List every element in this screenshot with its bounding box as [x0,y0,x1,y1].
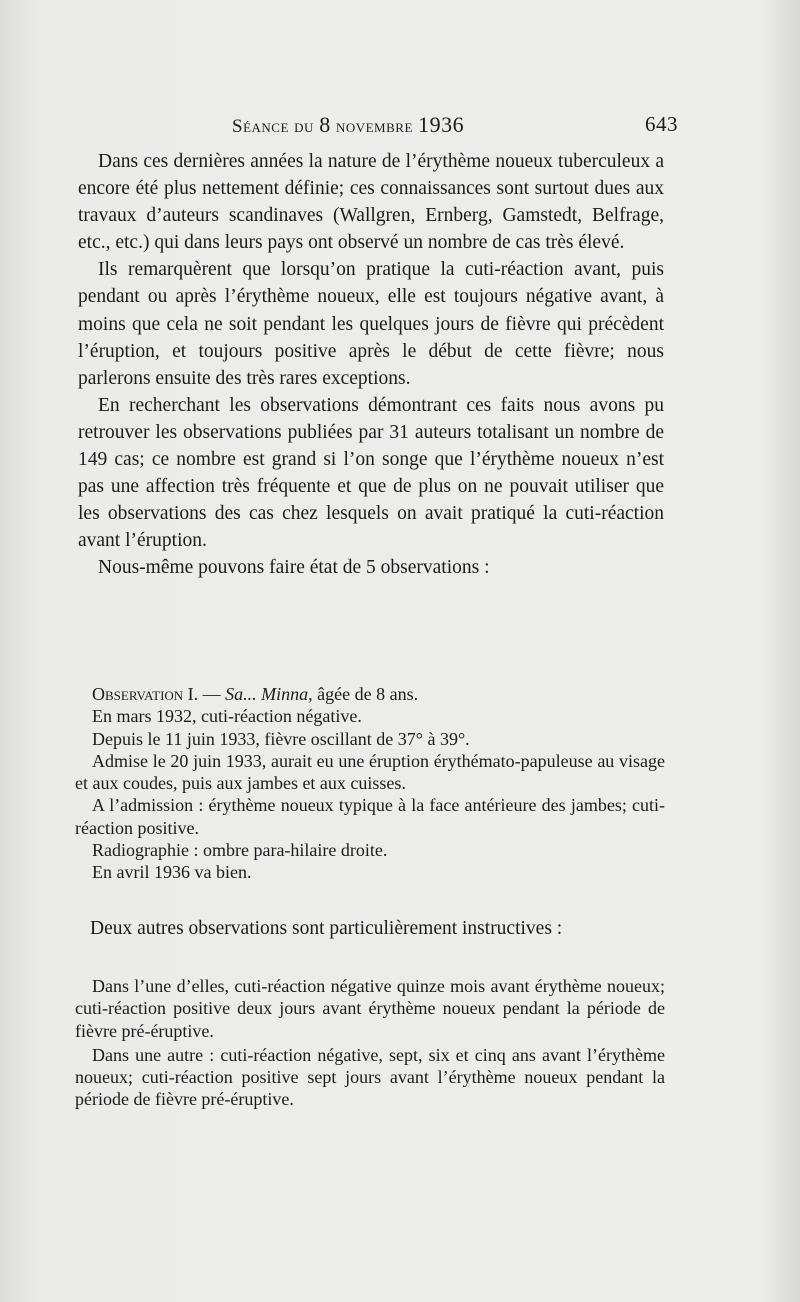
page-number: 643 [645,112,678,136]
observation-block [75,683,665,884]
observation-age: âgée de 8 ans. [317,684,419,704]
header-title-prefix: Séance du [232,116,314,137]
paragraph: Dans ces dernières années la nature de l’érythème noueux tuberculeux a encore été plus nettement définie; ces connaissances sont surtout dues aux travaux d’auteurs scandinaves (Wallgren, Ernberg, Gamstedt, Belfrage, etc., etc.) qui dans leurs pays ont observé un nombre de cas très élevé. [78,151,664,254]
paragraph: Nous-même pouvons faire état de 5 observations : [98,557,490,579]
header-title-number: 8 [319,112,331,137]
case-paragraph: Dans l’une d’elles, cuti-réaction négative quinze mois avant érythème noueux; cuti-réaction positive deux jours avant érythème noueux pendant la période de fièvre pré-éruptive. [75,976,665,1041]
observation-heading [75,683,665,705]
observation-label: Observation I. [92,684,199,704]
transition-sentence: Deux autres observations sont particulièrement instructives : [90,918,563,939]
observation-line: Radiographie : ombre para-hilaire droite. [92,840,388,861]
observation-dash: — [202,684,221,704]
header-title-year: 1936 [418,112,465,137]
observation-line: A l’admission : érythème noueux typique à la face antérieure des jambes; cuti-réaction positive. [75,795,665,838]
paragraph: Ils remarquèrent que lorsqu’on pratique la cuti-réaction avant, puis pendant ou après l’érythème noueux, elle est toujours négative avant, à moins que cela ne soit pendant les quelques jours de fièvre qui précèdent l’éruption, et toujours positive après le début de cette fièvre; nous parlerons ensuite des très rares exceptions. [78,259,664,389]
cases-block [75,975,665,1111]
observation-line: Admise le 20 juin 1933, aurait eu une éruption érythémato-papuleuse au visage et aux coudes, puis aux jambes et aux cuisses. [75,750,665,794]
main-text [78,148,664,582]
case-paragraph: Dans une autre : cuti-réaction négative, sept, six et cinq ans avant l’érythème noueux; cuti-réaction positive sept jours avant l’érythème noueux pendant la période de fièvre pré-éruptive. [75,1044,665,1110]
observation-line: En avril 1936 va bien. [92,862,252,883]
observation-line: Depuis le 11 juin 1933, fièvre oscillant de 37° à 39°. [92,728,470,749]
header-title [232,112,464,138]
observation-line: En mars 1932, cuti-réaction négative. [92,706,362,727]
paragraph: En recherchant les observations démontrant ces faits nous avons pu retrouver les observations publiées par 31 auteurs totalisant un nombre de 149 cas; ce nombre est grand si l’on songe que l’érythème noueux n’est pas une affection très fréquente et que de plus on ne pouvait utiliser que les observations des cas chez lesquels on avait pratiqué la cuti-réaction avant l’éruption. [78,394,664,552]
header-title-suffix: novembre [335,116,413,137]
observation-patient: Sa... Minna, [225,684,313,704]
